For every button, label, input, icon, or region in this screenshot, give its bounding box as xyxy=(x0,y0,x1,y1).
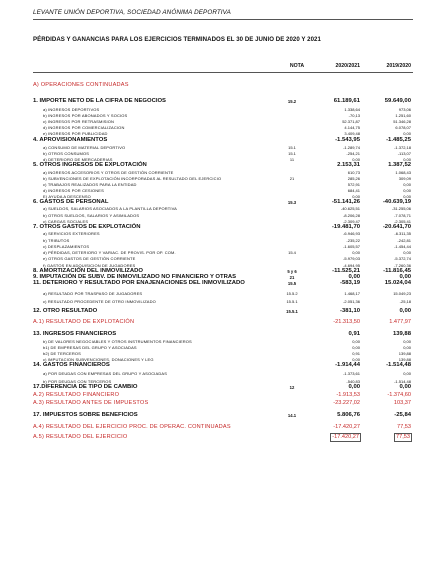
column-header-2020-2021: 2020/2021 xyxy=(335,63,360,69)
row-label: d) DETERIORO DE MERCADERIAS xyxy=(43,157,113,162)
value-2019-2020: -113,07 xyxy=(397,151,411,156)
value-2019-2020: 0,00 xyxy=(403,339,411,344)
value-2020-2021: -70,13 xyxy=(348,113,360,118)
column-header-note: NOTA xyxy=(289,63,305,69)
line-item-row xyxy=(0,412,446,419)
value-2019-2020: 0,00 xyxy=(403,371,411,376)
value-2020-2021: -40.625,51 xyxy=(340,206,360,211)
value-2019-2020: 77,53 xyxy=(397,424,411,430)
value-2019-2020: 0,00 xyxy=(399,384,411,390)
value-2020-2021: -381,10 xyxy=(340,308,360,314)
value-2020-2021: -1.914,44 xyxy=(335,362,360,368)
value-2020-2021: -17.420,27 xyxy=(333,424,360,430)
value-2019-2020: 0,00 xyxy=(399,308,411,314)
value-2020-2021: 2.153,31 xyxy=(337,162,360,168)
value-2020-2021: 0,00 xyxy=(352,250,360,255)
row-note: 15.5.1 xyxy=(286,309,298,314)
value-2020-2021: 0,91 xyxy=(352,351,360,356)
row-note: 15.2 xyxy=(287,99,297,104)
row-label: a) SUELDOS, SALARIOS ASOCIADOS A LA PLANTILLA DEPORTIVA xyxy=(43,206,177,211)
result-row xyxy=(0,392,446,399)
value-2020-2021: 285,26 xyxy=(347,176,360,181)
value-2019-2020: 0,00 xyxy=(403,182,411,187)
row-label: 4. APROVISIONAMIENTOS xyxy=(33,137,108,143)
value-2019-2020: 0,00 xyxy=(403,345,411,350)
value-2020-2021: -11.525,21 xyxy=(332,268,360,274)
value-2019-2020: -1.374,60 xyxy=(387,392,411,398)
value-2020-2021: 52.371,87 xyxy=(342,119,360,124)
value-2019-2020: -6.311,35 xyxy=(394,231,411,236)
sub-item-row xyxy=(0,290,446,297)
row-label: E) AYUDA A DESCENSO xyxy=(43,194,91,199)
row-label: b) OTROS CONSUMOS xyxy=(43,151,90,156)
line-item-row xyxy=(0,98,446,105)
row-label: 5. OTROS INGRESOS DE EXPLOTACIÓN xyxy=(33,162,147,168)
row-label: b1) DE EMPRESAS DEL GRUPO Y ASOCIADAS xyxy=(43,345,137,350)
value-2020-2021: -540,83 xyxy=(346,379,360,384)
sub-item-row xyxy=(0,130,446,137)
row-label: 14. GASTOS FINANCIEROS xyxy=(33,362,110,368)
row-label: A.2) RESULTADO FINANCIERO xyxy=(33,392,120,398)
value-2019-2020: -25,84 xyxy=(394,412,411,418)
value-2020-2021: -1.289,74 xyxy=(343,145,360,150)
value-2019-2020: -2.305,41 xyxy=(394,219,411,224)
row-label: a) INGRESOS DEPORTIVOS xyxy=(43,107,100,112)
value-2019-2020: -1.514,48 xyxy=(386,362,411,368)
line-item-row xyxy=(0,280,446,287)
value-2020-2021: 5.806,76 xyxy=(337,412,360,418)
row-label: d) PÉRDIDAS, DETERIORO Y VARIAC. DE PROVIS. POR OP. COM. xyxy=(43,250,176,255)
value-2019-2020: -25,18 xyxy=(399,299,411,304)
value-2020-2021: 0,91 xyxy=(348,331,360,337)
value-2019-2020: -1.485,25 xyxy=(386,137,411,143)
value-2020-2021: 61.189,61 xyxy=(333,98,360,104)
result-row xyxy=(0,82,446,89)
sub-item-row xyxy=(0,230,446,237)
value-2020-2021: -2.051,36 xyxy=(343,299,360,304)
row-label: 12. OTRO RESULTADO xyxy=(33,308,98,314)
row-label: 9. IMPUTACIÓN DE SUBV. DE INMOVILIZADO NO FINANCIERO Y OTRAS xyxy=(33,274,237,280)
value-2020-2021: -1.543,95 xyxy=(335,137,360,143)
row-label: b) DE VALORES NEGOCIABLES Y OTROS INSTRUMENTOS FINANCIEROS xyxy=(43,339,192,344)
row-label: A) OPERACIONES CONTINUADAS xyxy=(33,82,129,88)
value-2019-2020: 1.477,97 xyxy=(389,319,411,325)
value-2020-2021: -1.373,61 xyxy=(343,371,360,376)
row-label: c) DESPLAZAMIENTOS xyxy=(43,244,90,249)
row-note: 15.5 xyxy=(287,281,297,286)
sub-item-row xyxy=(0,370,446,377)
row-note: 14.1 xyxy=(287,413,297,418)
row-label: a) INGRESOS ACCESORIOS Y OTROS DE GESTIÓN CORRIENTE xyxy=(43,170,174,175)
row-label: A.3) RESULTADO ANTES DE IMPUESTOS xyxy=(33,400,149,406)
result-row xyxy=(0,319,446,326)
row-label: b2) DE TERCEROS xyxy=(43,351,81,356)
value-2019-2020: 1.251,60 xyxy=(395,113,411,118)
value-2020-2021: 1.468,17 xyxy=(344,291,360,296)
statement-title: PÉRDIDAS Y GANANCIAS PARA LOS EJERCICIOS TERMINADOS EL 30 DE JUNIO DE 2020 Y 2021 xyxy=(33,36,321,43)
value-2020-2021: -17.420,27 xyxy=(332,434,359,440)
value-2020-2021: -23.227,02 xyxy=(333,400,360,406)
row-label: A.4) RESULTADO DEL EJERCICIO PROC. DE OPERAC. CONTINUADAS xyxy=(33,424,231,430)
result-row xyxy=(0,424,446,431)
value-2019-2020: -31.255,06 xyxy=(391,206,411,211)
value-2019-2020: -242,81 xyxy=(397,238,411,243)
value-2020-2021: 0,00 xyxy=(352,345,360,350)
value-2019-2020: -20.641,70 xyxy=(382,224,411,230)
value-2019-2020: 59.649,00 xyxy=(384,98,411,104)
row-label: 17. IMPUESTOS SOBRE BENEFICIOS xyxy=(33,412,138,418)
value-2019-2020: 0,00 xyxy=(403,250,411,255)
line-item-row xyxy=(0,384,446,391)
sub-item-row xyxy=(0,298,446,305)
row-note: 5 y 6 xyxy=(287,269,297,274)
value-2019-2020: 15.049,23 xyxy=(393,291,411,296)
value-2019-2020: -7.078,71 xyxy=(394,213,411,218)
value-2019-2020: -40.639,19 xyxy=(382,199,411,205)
value-2019-2020: 1.387,52 xyxy=(388,162,411,168)
row-label: b) POR DEUDAS CON TERCEROS xyxy=(43,379,112,384)
row-label: c) TRABAJOS REALIZADOS PARA LA ENTIDAD xyxy=(43,182,137,187)
value-2020-2021: 610,73 xyxy=(347,170,360,175)
row-label: A.1) RESULTADO DE EXPLOTACIÓN xyxy=(33,319,135,325)
value-2019-2020: 139,88 xyxy=(392,331,411,337)
value-2020-2021: -51.141,26 xyxy=(331,199,360,205)
sub-item-row xyxy=(0,205,446,212)
value-2020-2021: -8.206,28 xyxy=(343,213,360,218)
value-2020-2021: -583,19 xyxy=(340,280,360,286)
result-row xyxy=(0,400,446,407)
row-label: b) OTROS SUELDOS, SALARIOS Y ASIMILADOS xyxy=(43,213,140,218)
value-2019-2020: -5.372,74 xyxy=(394,256,411,261)
value-2020-2021: 0,00 xyxy=(352,339,360,344)
value-2019-2020: 0,00 xyxy=(399,274,411,280)
value-2019-2020: 51.346,28 xyxy=(393,119,411,124)
row-label: 7. OTROS GASTOS DE EXPLOTACIÓN xyxy=(33,224,141,230)
row-label: a) RESULTADO POR TRASPASO DE JUGADORES xyxy=(43,291,143,296)
value-2020-2021: 572,91 xyxy=(347,182,360,187)
line-item-row xyxy=(0,331,446,338)
row-label: b) SUBVENCIONES DE EXPLOTACIÓN INCORPORADAS AL RESULTADO DEL EJERCICIO xyxy=(43,176,222,181)
row-note: 21 xyxy=(289,275,295,280)
row-label: 1. IMPORTE NETO DE LA CIFRA DE NEGOCIOS xyxy=(33,98,166,104)
value-2020-2021: -254,21 xyxy=(346,151,360,156)
value-2019-2020: -11.816,45 xyxy=(383,268,411,274)
value-2020-2021: 1.338,64 xyxy=(344,107,360,112)
value-2019-2020: 1.068,43 xyxy=(395,170,411,175)
value-2020-2021: -19.481,70 xyxy=(331,224,360,230)
row-note: 15.3 xyxy=(287,200,297,205)
row-label: a) SERVICIOS EXTERIORES xyxy=(43,231,100,236)
value-2019-2020: 0,00 xyxy=(403,131,411,136)
value-2019-2020: 15.024,04 xyxy=(384,280,411,286)
value-2020-2021: 0,00 xyxy=(352,157,360,162)
row-note: 15.5.1 xyxy=(286,299,298,304)
value-2020-2021: -6.946,93 xyxy=(343,231,360,236)
row-note: 15.1 xyxy=(288,151,296,156)
row-note: 15.4 xyxy=(288,250,296,255)
value-2020-2021: -1.913,53 xyxy=(336,392,360,398)
value-2020-2021: -235,22 xyxy=(346,238,360,243)
value-2020-2021: 0,00 xyxy=(348,274,360,280)
value-2020-2021: -5.979,03 xyxy=(343,256,360,261)
line-item-row xyxy=(0,308,446,315)
value-2019-2020: -1.514,48 xyxy=(394,379,411,384)
value-2019-2020: 0,00 xyxy=(403,194,411,199)
value-2020-2021: -1.605,57 xyxy=(343,244,360,249)
line-item-row xyxy=(0,137,446,144)
row-label: b) INGRESOS POR ABONADOS Y SOCIOS xyxy=(43,113,128,118)
value-2019-2020: 0,00 xyxy=(403,157,411,162)
value-2020-2021: 0,00 xyxy=(348,384,360,390)
sub-item-row xyxy=(0,255,446,262)
value-2020-2021: -2.309,47 xyxy=(343,219,360,224)
result-row xyxy=(0,434,446,441)
row-label: b) TRIBUTOS xyxy=(43,238,70,243)
row-label: c) IMPUTACION SUBVENCIONES, DONACIONES Y LEG xyxy=(43,357,154,362)
row-label: a) CONSUMO DE MATERIAL DEPORTIVO xyxy=(43,145,126,150)
row-label: c) CARGAS SOCIALES xyxy=(43,219,89,224)
value-2019-2020: 77,53 xyxy=(396,434,410,440)
row-label: e) INGRESOS POR PUBLICIDAD xyxy=(43,131,108,136)
line-item-row xyxy=(0,162,446,169)
row-label: c) RESULTADO PROCEDENTE DE OTRO INMOVILIZADO xyxy=(43,299,156,304)
column-header-2019-2020: 2019/2020 xyxy=(386,63,411,69)
value-2020-2021: -4.694,95 xyxy=(343,263,360,268)
value-2019-2020: 103,37 xyxy=(393,400,411,406)
value-2019-2020: -1.454,44 xyxy=(394,244,411,249)
line-item-row xyxy=(0,362,446,369)
row-label: A.5) RESULTADO DEL EJERCICIO xyxy=(33,434,128,440)
row-note: 12 xyxy=(289,385,295,390)
value-2020-2021: 4.144,75 xyxy=(344,125,360,130)
row-label: f) GASTOS EN ADQUISICION DE JUGADORES xyxy=(43,263,136,268)
row-label: c) INGRESOS POR RETRASMISION xyxy=(43,119,115,124)
value-2019-2020: -7.260,36 xyxy=(394,263,411,268)
value-2020-2021: -21.313,50 xyxy=(333,319,360,325)
row-label: d) INGRESOS POR COMERCIALIZACION xyxy=(43,125,125,130)
row-label: 6. GASTOS DE PERSONAL xyxy=(33,199,109,205)
row-label: 17.DIFERENCIA DE TIPO DE CAMBIO xyxy=(33,384,138,390)
value-2020-2021: 0,00 xyxy=(352,194,360,199)
value-2019-2020: -1.372,18 xyxy=(394,145,411,150)
row-label: d) INGRESOS POR CESIONES xyxy=(43,188,104,193)
row-note: 15.5.2 xyxy=(286,291,298,296)
company-name: LEVANTE UNIÓN DEPORTIVA, SOCIEDAD ANÓNIMA DEPORTIVA xyxy=(33,9,231,16)
value-2019-2020: 973,06 xyxy=(398,107,411,112)
value-2019-2020: 139,88 xyxy=(398,351,411,356)
row-label: 13. INGRESOS FINANCIEROS xyxy=(33,331,117,337)
value-2019-2020: 0,00 xyxy=(403,188,411,193)
row-label: 11. DETERIORO Y RESULTADO POR ENAJENACIONES DEL INMOVILIZADO xyxy=(33,280,245,286)
row-label: a) POR DEUDAS CON EMPRESAS DEL GRUPO Y ASOCIADAS xyxy=(43,371,168,376)
row-note: 15.1 xyxy=(288,145,296,150)
value-2020-2021: 684,41 xyxy=(347,188,360,193)
value-2020-2021: 0,00 xyxy=(352,357,360,362)
value-2019-2020: 6.078,07 xyxy=(395,125,411,130)
value-2020-2021: 3.409,48 xyxy=(344,131,360,136)
value-2019-2020: 309,09 xyxy=(398,176,411,181)
value-2019-2020: 139,88 xyxy=(398,357,411,362)
row-label: e) OTROS GASTOS DE GESTIÓN CORRIENTE xyxy=(43,256,136,261)
row-label: 8. AMORTIZACIÓN DEL INMOVILIZADO xyxy=(33,268,143,274)
row-note: 11 xyxy=(289,157,295,162)
row-note: 21 xyxy=(289,176,295,181)
